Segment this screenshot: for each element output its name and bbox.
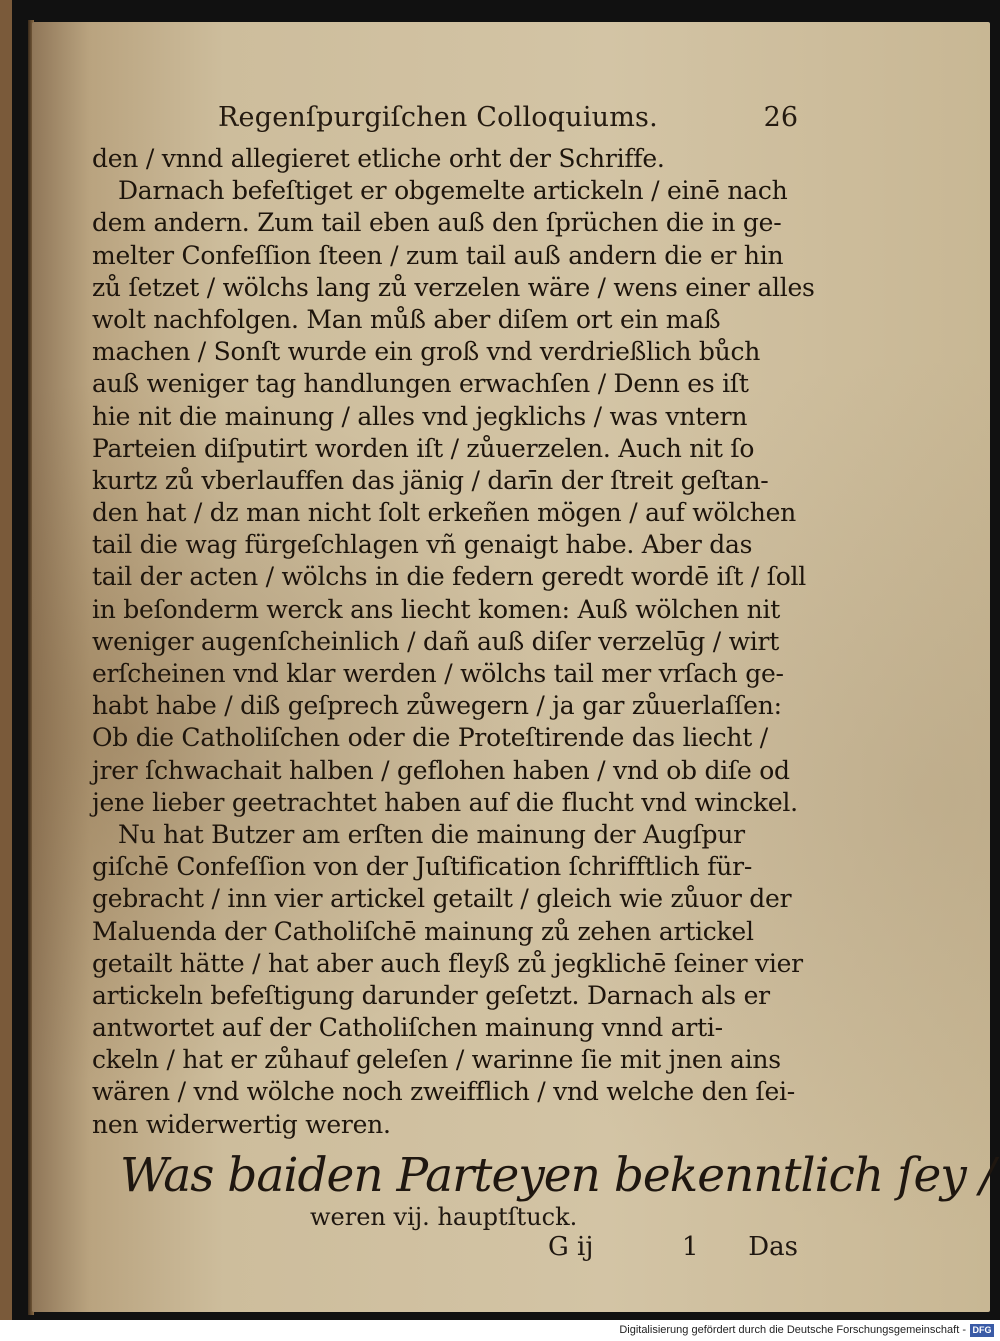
body-text [92, 143, 815, 1141]
digitization-credit: Digitalisierung gefördert durch die Deutsche Forschungsgemeinschaft - [619, 1324, 966, 1336]
text-line: nen widerwertig weren. [92, 1109, 391, 1139]
text-line: ckeln / hat er zůhauf geleſen / warinne ſie mit jnen ains [92, 1045, 781, 1075]
text-line: melter Confeſſion ſteen / zum tail auß andern die er hin [92, 240, 784, 270]
text-line: gebracht / inn vier artickel getailt / gleich wie zůuor der [92, 884, 792, 914]
page-footer-marks [548, 1232, 798, 1266]
text-line: Nu hat Butzer am erſten die mainung der Augſpur [118, 819, 745, 849]
page-header [218, 102, 798, 142]
text-line: tail der acten / wölchs in die federn geredt wordē iſt / ſoll [92, 562, 807, 592]
text-line: habt habe / diß geſprech zůwegern / ja gar zůuerlaſſen: [92, 691, 782, 721]
text-line: erſcheinen vnd klar werden / wölchs tail mer vrſach ge- [92, 659, 784, 688]
text-line: machen / Sonſt wurde ein groß vnd verdrießlich bůch [92, 337, 761, 367]
text-line: weniger augenſcheinlich / dañ auß diſer verzelūg / wirt [92, 626, 779, 656]
text-line: Darnach befeſtiget er obgemelte artickeln / einē nach [118, 176, 788, 206]
dfg-logo-icon: DFG [970, 1324, 994, 1337]
catch-number: 1 [682, 1232, 699, 1262]
text-line: hie nit die mainung / alles vnd jegklichs / was vntern [92, 401, 748, 431]
signature-mark: G ij [548, 1232, 594, 1262]
catchword: Das [748, 1232, 798, 1262]
text-line: auß weniger tag handlungen erwachſen / Denn es iſt [92, 369, 749, 399]
text-line: wären / vnd wölche noch zweifflich / vnd welche den ſei- [92, 1077, 795, 1107]
text-line: zů ſetzet / wölchs lang zů verzelen wäre / wens einer alles [92, 272, 815, 302]
text-line: wolt nachfolgen. Man můß aber diſem ort ein maß [92, 304, 721, 334]
text-line: jene lieber geetrachtet haben auf die flucht vnd winckel. [92, 787, 798, 817]
text-line: dem andern. Zum tail eben auß den ſprüchen die in ge- [92, 208, 782, 238]
text-line: getailt hätte / hat aber auch fleyß zů jegklichē ſeiner vier [92, 948, 803, 978]
text-line: Ob die Catholiſchen oder die Proteſtirende das liecht / [92, 723, 768, 753]
page-number: 26 [763, 102, 798, 133]
text-line: den hat / dz man nicht ſolt erkeñen mögen / auf wölchen [92, 498, 796, 528]
section-title: Was baiden Parteyen bekenntlich ſey / [120, 1148, 995, 1203]
text-line: tail die wag fürgeſchlagen vñ genaigt habe. Aber das [92, 530, 753, 560]
text-line: artickeln befeſtigung darunder geſetzt. Darnach als er [92, 980, 770, 1010]
text-line: Parteien diſputirt worden iſt / zůuerzelen. Auch nit ſo [92, 433, 755, 463]
section-subtitle: weren vij. hauptſtuck. [310, 1203, 578, 1231]
binding-strip [0, 0, 12, 1320]
text-line: antwortet auf der Catholiſchen mainung vnnd arti- [92, 1013, 723, 1043]
text-line: in beſonderm werck ans liecht komen: Auß wölchen nit [92, 594, 781, 624]
text-line: Maluenda der Catholiſchē mainung zů zehen artickel [92, 916, 754, 946]
text-line: den / vnnd allegieret etliche orht der Schriffe. [92, 144, 665, 173]
text-line: giſchē Confeſſion von der Juſtification ſchrifftlich für- [92, 852, 753, 882]
text-line: kurtz zů vberlauffen das jänig / darīn der ſtreit geſtan- [92, 465, 769, 495]
running-head: Regenſpurgiſchen Colloquiums. [218, 102, 658, 133]
text-line: jrer ſchwachait halben / geflohen haben / vnd ob diſe od [92, 755, 790, 785]
